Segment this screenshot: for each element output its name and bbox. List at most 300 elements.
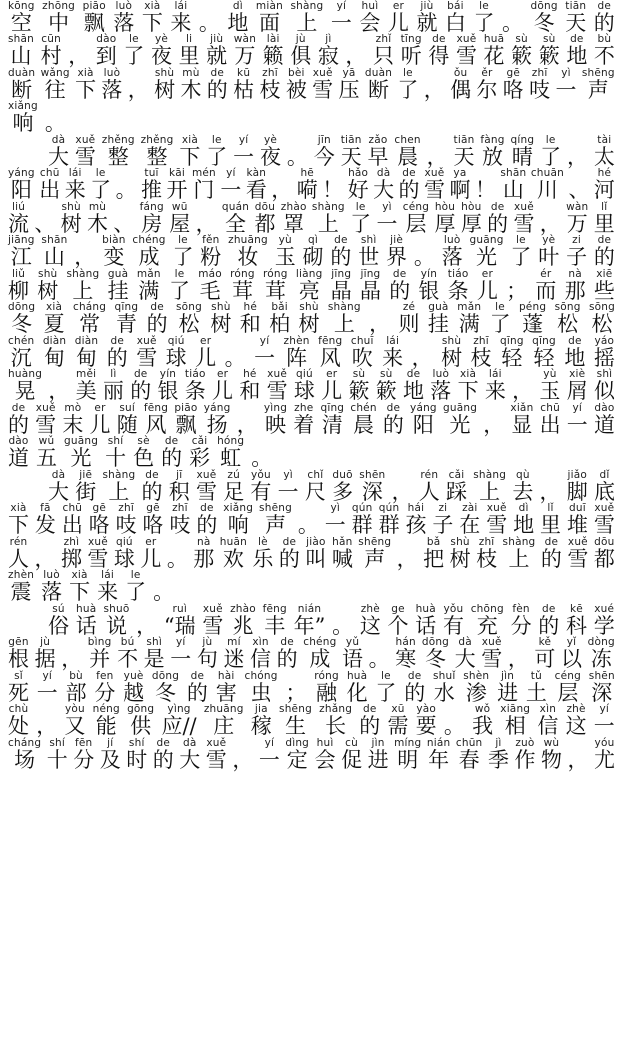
pinyin: bǎi: [271, 301, 288, 313]
annotated-character: [305, 536, 326, 570]
hanzi: 俱: [290, 44, 312, 68]
hanzi: 松: [591, 312, 613, 336]
pinyin: lè: [258, 535, 268, 548]
annotated-character: [8, 502, 29, 536]
hanzi: 进: [497, 680, 519, 705]
annotated-character: [141, 134, 174, 168]
annotated-character: [8, 100, 38, 134]
pinyin: zhī: [262, 66, 278, 79]
hanzi: 时: [126, 747, 148, 772]
pinyin: jiào: [306, 535, 326, 548]
hanzi: 道: [593, 412, 615, 437]
hanzi: 会: [314, 747, 336, 772]
pinyin: chuān: [530, 167, 564, 179]
pinyin: de: [334, 234, 348, 246]
pinyin: duō: [332, 468, 353, 481]
annotated-character: [8, 569, 34, 603]
pinyin: huà: [76, 602, 97, 615]
hanzi: 了: [375, 680, 397, 705]
annotated-character: [76, 368, 97, 402]
annotated-character: [223, 469, 244, 503]
punctuation: ，: [426, 144, 448, 169]
hanzi: 要: [415, 714, 437, 738]
pinyin: céng: [554, 669, 581, 682]
pinyin: yā: [342, 66, 356, 79]
pinyin: le: [178, 234, 188, 246]
annotated-character: [561, 636, 582, 670]
hanzi: 一: [555, 77, 577, 102]
hanzi: 是: [143, 647, 165, 671]
pinyin: shì: [360, 234, 377, 246]
hanzi: 树: [37, 278, 59, 303]
annotated-character: [174, 402, 197, 436]
punctuation: 、: [113, 211, 135, 236]
annotated-character: [473, 469, 506, 503]
pinyin: péng: [518, 301, 547, 313]
hanzi: 里: [178, 44, 200, 68]
hanzi: 整: [146, 144, 168, 169]
hanzi: 进: [367, 747, 389, 772]
annotated-character: [352, 502, 373, 536]
annotated-character: [180, 67, 201, 101]
pinyin: zhào: [230, 602, 256, 615]
punctuation: 。: [115, 178, 137, 202]
annotated-character: [179, 737, 200, 771]
annotated-character: [383, 402, 404, 436]
hanzi: 落: [101, 77, 123, 102]
text-line: [8, 268, 615, 302]
pinyin: quán: [221, 200, 250, 213]
annotated-character: [141, 167, 162, 201]
pinyin: zhī: [478, 535, 495, 548]
hanzi: 话: [75, 613, 97, 638]
pinyin: shēn: [588, 669, 615, 682]
hanzi: 庄: [213, 714, 235, 738]
annotated-character: [196, 469, 217, 503]
annotated-character: [8, 536, 29, 570]
annotated-character: [47, 737, 68, 771]
hanzi: 成: [138, 245, 160, 269]
annotated-character: [263, 33, 284, 67]
annotated-character: [259, 502, 292, 536]
annotated-character: [360, 268, 381, 302]
annotated-character: [457, 301, 481, 335]
pinyin: jiè: [390, 234, 403, 246]
pinyin: kàn: [246, 167, 267, 179]
hanzi: 相: [504, 714, 526, 738]
annotated-character: [449, 167, 470, 201]
hanzi: 嗬: [296, 178, 318, 202]
hanzi: 枝: [470, 345, 492, 370]
hanzi: 出: [539, 412, 561, 437]
annotated-character: [484, 33, 505, 67]
punctuation: ，: [391, 479, 413, 504]
hanzi: 簌: [538, 44, 560, 68]
hanzi: 吹: [351, 345, 373, 370]
hanzi: 条: [447, 278, 469, 303]
annotated-character: [101, 67, 122, 101]
pinyin: yè: [542, 234, 556, 246]
hanzi: 街: [75, 479, 97, 504]
hanzi: 儿: [89, 412, 111, 437]
pinyin: lái: [386, 334, 400, 347]
hanzi: 和: [239, 312, 261, 336]
annotated-character: [399, 167, 420, 201]
pinyin: shān: [41, 234, 68, 246]
pinyin: dà: [51, 468, 66, 481]
pinyin: zuò: [515, 736, 535, 749]
pinyin: er: [200, 334, 212, 347]
hanzi: 的: [152, 747, 174, 772]
annotated-character: [35, 402, 56, 436]
hanzi: 了: [540, 144, 562, 169]
hanzi: 物: [540, 747, 562, 772]
hanzi: 花: [483, 44, 505, 68]
annotated-character: [142, 0, 163, 34]
pinyin: qún: [351, 502, 373, 514]
hanzi: 渗: [465, 680, 487, 705]
hanzi: 年: [428, 747, 450, 772]
hanzi: 的: [196, 513, 218, 537]
annotated-character: [240, 301, 261, 335]
annotated-character: [66, 268, 99, 302]
punctuation: ，: [411, 345, 433, 370]
hanzi: 多: [332, 479, 354, 504]
annotated-character: [594, 268, 615, 302]
pinyin: xià: [459, 368, 477, 380]
hanzi: 深: [361, 479, 383, 504]
annotated-character: [537, 703, 558, 737]
annotated-character: [376, 201, 397, 235]
punctuation: ，: [61, 647, 83, 671]
text-line: [8, 704, 615, 738]
annotated-character: [8, 301, 35, 335]
hanzi: 风: [319, 345, 341, 370]
annotated-character: [331, 268, 352, 302]
pinyin: de: [150, 301, 164, 313]
punctuation: 、: [568, 178, 590, 202]
pinyin: le: [495, 301, 505, 313]
annotated-character: [157, 368, 178, 402]
annotated-character: [41, 234, 67, 268]
annotated-character: [472, 703, 493, 737]
pinyin: de: [406, 368, 421, 380]
annotated-character: [8, 167, 35, 201]
annotated-character: [331, 0, 352, 34]
hanzi: 乐: [252, 546, 274, 571]
pinyin: de: [190, 669, 205, 682]
annotated-character: [244, 670, 277, 704]
text-line: [8, 67, 615, 101]
hanzi: 雪: [266, 379, 288, 403]
pinyin: xuě: [594, 502, 615, 514]
pinyin: sè: [137, 435, 150, 447]
pinyin: zhī: [172, 502, 188, 514]
annotated-character: [198, 268, 222, 302]
hanzi: 雪: [567, 546, 589, 571]
hanzi: 以: [561, 647, 583, 671]
annotated-character: [202, 603, 223, 637]
annotated-character: [147, 301, 168, 335]
punctuation: ；: [506, 278, 528, 303]
hanzi: 人: [418, 479, 440, 504]
annotated-character: [62, 402, 83, 436]
annotated-character: [359, 703, 380, 737]
pinyin: qíng: [510, 133, 535, 146]
hanzi: 部: [65, 680, 87, 705]
hanzi: 条: [184, 379, 206, 403]
pinyin: suí: [119, 401, 136, 414]
hanzi: 了: [172, 245, 194, 269]
pinyin: chōng: [470, 602, 504, 615]
pinyin: yí: [176, 636, 186, 648]
hanzi: 雪: [455, 44, 477, 68]
hanzi: 分: [510, 613, 532, 638]
pinyin: cǎi: [191, 435, 208, 447]
annotated-character: [35, 502, 56, 536]
annotated-character: [450, 67, 471, 101]
hanzi: 茸: [264, 278, 286, 303]
pinyin: de: [568, 334, 582, 347]
annotated-character: [75, 134, 96, 168]
hanzi: 的: [359, 714, 381, 738]
pinyin: kē: [570, 602, 583, 615]
annotated-character: [566, 201, 588, 235]
annotated-character: [589, 670, 615, 704]
hanzi: 开: [166, 178, 188, 202]
hanzi: 会: [359, 10, 381, 35]
pinyin: chū: [39, 167, 60, 179]
hanzi: 上: [479, 479, 501, 504]
pinyin: de: [156, 736, 171, 749]
pinyin: yù: [543, 368, 557, 380]
pinyin: gōng: [127, 703, 155, 715]
hanzi: 下: [8, 513, 29, 537]
hanzi: 山: [43, 245, 65, 269]
pinyin: de: [392, 267, 407, 280]
annotated-character: [279, 703, 312, 737]
pinyin: de: [407, 669, 422, 682]
hanzi: 的: [382, 412, 404, 437]
pinyin: diàn: [42, 334, 67, 347]
annotated-character: [388, 0, 409, 34]
hanzi: 雪: [87, 546, 109, 571]
pinyin: xuě: [196, 468, 217, 481]
annotated-character: [42, 0, 75, 34]
pinyin: guà: [107, 267, 129, 280]
annotated-character: [73, 737, 94, 771]
hanzi: 话: [415, 613, 437, 638]
annotated-character: [61, 536, 82, 570]
pinyin: huà: [415, 602, 436, 615]
punctuation: ，: [127, 77, 149, 102]
pinyin: tuī: [144, 167, 159, 179]
annotated-character: [360, 603, 381, 637]
pinyin: liàng: [295, 267, 323, 280]
text-line: [8, 637, 615, 671]
hanzi: 山: [502, 178, 524, 202]
pinyin: lái: [174, 0, 188, 12]
annotated-character: [61, 201, 82, 235]
hanzi: 树: [210, 312, 232, 336]
pinyin: piāo: [82, 0, 106, 12]
hanzi: 的: [398, 178, 420, 202]
annotated-character: [428, 301, 449, 335]
pinyin: miàn: [255, 0, 283, 12]
hanzi: 茸: [231, 278, 253, 303]
pinyin: xuě: [514, 200, 534, 213]
hanzi: 树: [298, 312, 320, 336]
pinyin: tiān: [340, 133, 362, 146]
pinyin: bái: [447, 0, 464, 12]
annotated-character: [422, 636, 449, 670]
pinyin: mǎn: [457, 301, 482, 313]
annotated-character: [254, 201, 275, 235]
pinyin: jì: [495, 736, 502, 749]
annotated-character: [166, 335, 187, 369]
pinyin: fàng: [480, 133, 505, 146]
hanzi: 丽: [102, 379, 124, 403]
punctuation: ，: [36, 714, 58, 738]
hanzi: 亮: [298, 278, 320, 303]
annotated-character: [8, 670, 29, 704]
annotated-character: [419, 469, 440, 503]
hanzi: 层: [557, 680, 579, 705]
hanzi: 晴: [511, 144, 533, 169]
pinyin: xuě: [206, 736, 227, 749]
annotated-character: [41, 67, 70, 101]
pinyin: bǎ: [426, 535, 441, 548]
hanzi: 寂: [317, 44, 339, 68]
pinyin: jù: [295, 33, 306, 45]
pinyin: fēng: [143, 401, 169, 414]
pinyin: duàn: [8, 66, 36, 79]
pinyin: le: [516, 234, 526, 246]
hanzi: 一: [220, 178, 242, 202]
hanzi: 显: [511, 412, 533, 437]
annotated-character: [103, 368, 124, 402]
hanzi: 飘: [83, 10, 105, 35]
pinyin: lǐ: [547, 502, 554, 514]
pinyin: wàn: [233, 33, 257, 45]
hanzi: 明: [397, 747, 419, 772]
hanzi: 摇: [593, 345, 615, 370]
pinyin: dōng: [421, 636, 450, 648]
hanzi: 挂: [107, 278, 129, 303]
punctuation: ！: [474, 178, 496, 202]
hanzi: 地: [564, 345, 586, 370]
annotated-character: [170, 0, 191, 34]
hanzi: 树: [60, 211, 82, 236]
hanzi: 晃: [14, 379, 36, 403]
pinyin: sù: [542, 33, 556, 45]
annotated-character: [423, 536, 444, 570]
hanzi: 到: [95, 44, 117, 68]
hanzi: 声: [587, 77, 609, 102]
hanzi: 出: [61, 513, 83, 537]
pinyin: chū: [62, 502, 83, 514]
annotated-character: [481, 636, 502, 670]
annotated-character: [339, 67, 360, 101]
punctuation: 。: [297, 513, 319, 537]
hanzi: 的: [538, 613, 560, 638]
annotated-character: [341, 134, 362, 168]
pinyin: huàng: [8, 368, 43, 380]
annotated-character: [534, 636, 555, 670]
annotated-character: [123, 33, 144, 67]
hanzi: 光: [70, 446, 92, 470]
annotated-character: [430, 368, 451, 402]
pinyin: le: [129, 33, 139, 45]
annotated-character: [594, 737, 615, 771]
annotated-character: [382, 335, 403, 369]
annotated-character: [486, 502, 507, 536]
hanzi: 冻: [590, 647, 612, 671]
pinyin: yòu: [64, 703, 85, 715]
annotated-character: [459, 502, 480, 536]
pinyin: luò: [432, 368, 450, 380]
hanzi: 柏: [269, 312, 291, 336]
pinyin: shù: [441, 334, 462, 347]
pinyin: sù: [379, 368, 393, 380]
pinyin: yǐ: [566, 636, 577, 648]
annotated-character: [210, 301, 231, 335]
pinyin: ruì: [172, 602, 188, 615]
pinyin: lái: [488, 368, 502, 380]
annotated-character: [187, 670, 208, 704]
pinyin: fěn: [202, 234, 220, 246]
hanzi: 天: [565, 10, 587, 35]
text-line: [8, 503, 615, 537]
pinyin: míng: [394, 736, 422, 749]
pinyin: dōu: [254, 200, 276, 213]
hanzi: 根: [8, 647, 29, 671]
pinyin: dōng: [151, 669, 180, 682]
pinyin: sǐ: [14, 669, 23, 682]
annotated-character: [140, 536, 161, 570]
annotated-character: [117, 636, 138, 670]
annotated-character: [278, 469, 299, 503]
pinyin: shàng: [290, 0, 324, 12]
pinyin: měi: [76, 368, 97, 380]
pinyin: sōng: [554, 301, 581, 313]
hanzi: 一: [324, 513, 346, 537]
annotated-character: [519, 301, 546, 335]
hanzi: 籁: [262, 44, 284, 68]
pinyin: biàn: [102, 234, 126, 246]
punctuation: ，: [271, 178, 293, 202]
annotated-character: [294, 603, 326, 637]
annotated-character: [8, 703, 29, 737]
hanzi: 了: [168, 278, 190, 303]
hanzi: 山: [10, 44, 32, 68]
annotated-character: [8, 435, 29, 469]
pinyin: le: [355, 200, 366, 213]
hanzi: 的: [161, 446, 183, 470]
annotated-character: [325, 502, 346, 536]
annotated-character: [223, 502, 253, 536]
text-line: [8, 101, 615, 135]
annotated-character: [594, 167, 615, 201]
hanzi: 句: [196, 647, 218, 671]
hanzi: 下: [141, 10, 163, 35]
annotated-character: [348, 167, 369, 201]
annotated-character: [233, 67, 254, 101]
hanzi: 天: [453, 144, 475, 169]
hanzi: 万: [566, 211, 588, 236]
hanzi: 银: [157, 379, 179, 403]
pinyin: qiú: [115, 535, 133, 548]
